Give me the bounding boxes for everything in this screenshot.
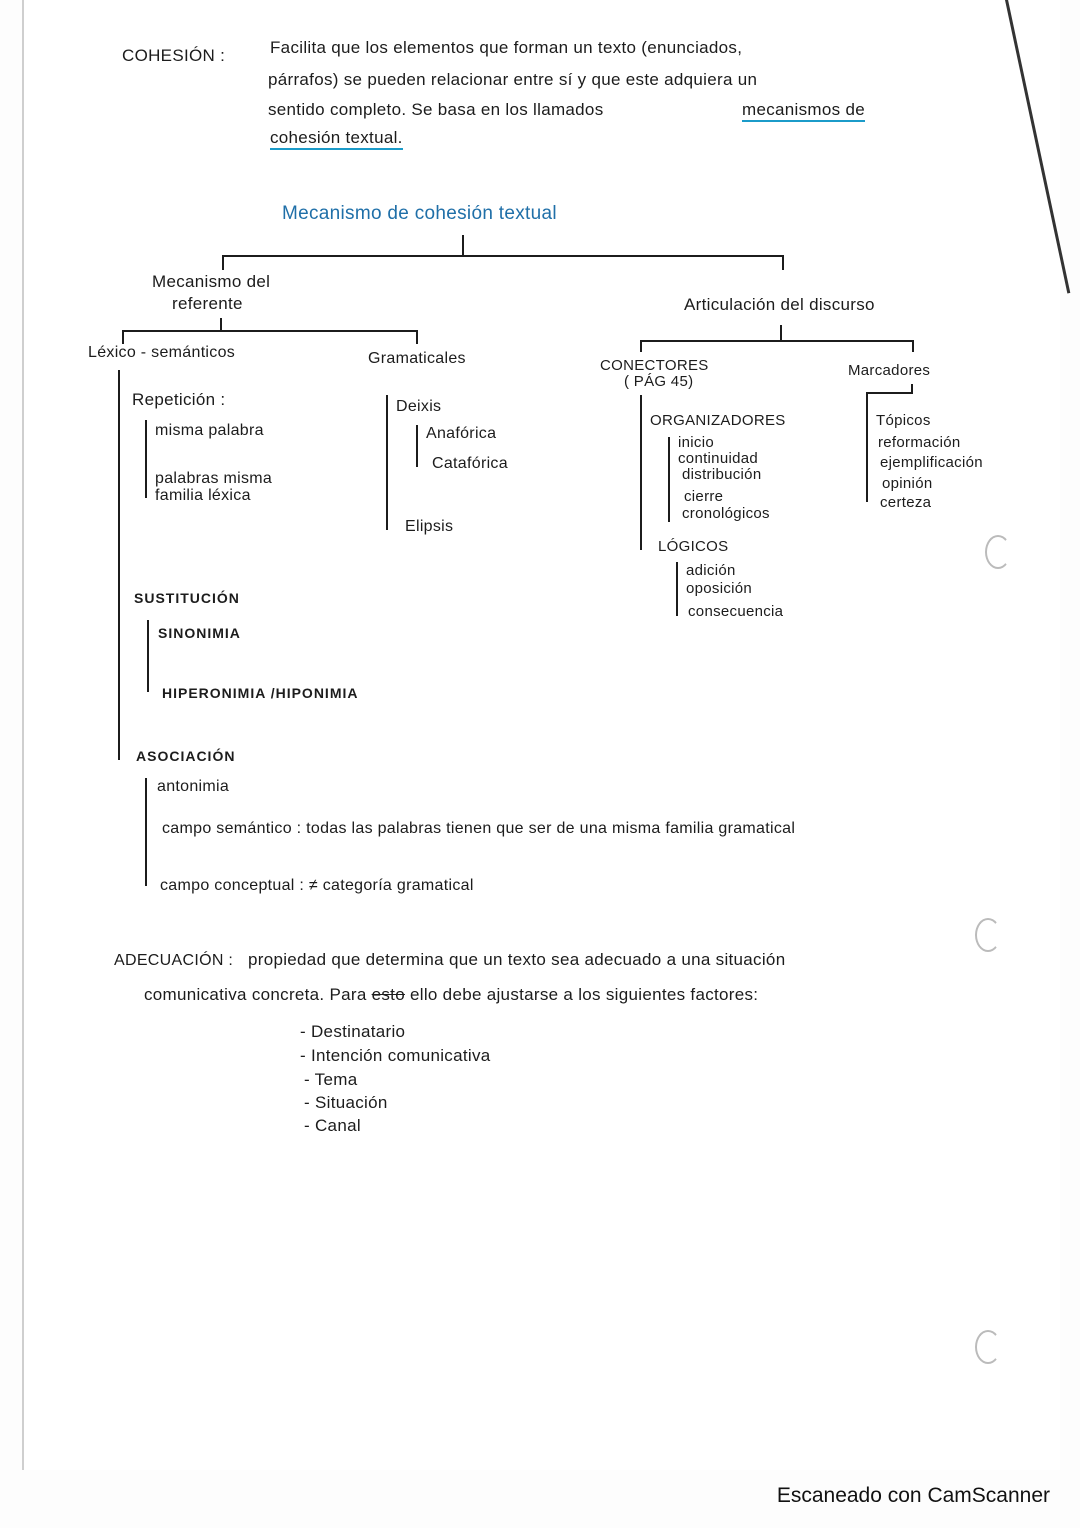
organizadores-item: cronológicos (682, 505, 770, 522)
marcadores-item: certeza (880, 494, 932, 511)
tree-line (147, 620, 149, 692)
deixis-item: Catafórica (432, 455, 508, 472)
tree-line (640, 395, 642, 550)
logicos-item: consecuencia (688, 603, 784, 620)
diagram-title: Mecanismo de cohesión textual (282, 203, 557, 224)
tree-line (640, 340, 914, 342)
marcadores-item: opinión (882, 475, 933, 492)
factor-item: - Tema (304, 1070, 358, 1089)
tree-line (912, 340, 914, 352)
tree-line (416, 330, 418, 344)
tree-line (145, 778, 147, 886)
asociacion-label: ASOCIACIÓN (136, 748, 236, 764)
scanner-watermark: Escaneado con CamScanner (776, 1484, 1050, 1507)
cohesion-term: COHESIÓN : (122, 46, 226, 65)
factor-item: - Canal (304, 1116, 361, 1135)
tree-line (386, 395, 388, 530)
organizadores-item: distribución (682, 466, 762, 483)
tree-line (222, 255, 784, 257)
cohesion-highlight: cohesión textual. (270, 128, 403, 150)
referente-label: referente (172, 294, 243, 313)
factor-item: - Intención comunicativa (300, 1046, 491, 1065)
tree-line (866, 392, 868, 502)
asociacion-item: antonimia (157, 778, 230, 795)
sustitucion-item: HIPERONIMIA /HIPONIMIA (162, 685, 359, 701)
logicos-item: adición (686, 562, 736, 579)
repeticion-item: misma palabra (155, 422, 264, 439)
cohesion-line: párrafos) se pueden relacionar entre sí y que este adquiera un (268, 70, 758, 89)
elipsis-label: Elipsis (405, 518, 454, 535)
cohesion-highlight: mecanismos de (742, 100, 865, 122)
factor-item: - Destinatario (300, 1022, 406, 1041)
organizadores-item: cierre (684, 488, 724, 505)
organizadores-item: inicio (678, 434, 714, 451)
tree-line (782, 255, 784, 270)
sustitucion-label: SUSTITUCIÓN (134, 590, 240, 606)
repeticion-item: palabras misma (155, 470, 273, 487)
lexico-label: Léxico - semánticos (88, 344, 236, 361)
tree-line (462, 235, 464, 255)
discurso-label: Articulación del discurso (684, 295, 875, 314)
adecuacion-text: ello debe ajustarse a los siguientes factores: (410, 985, 759, 1004)
organizadores-label: ORGANIZADORES (650, 412, 786, 429)
binder-hole-mark (975, 918, 1001, 952)
referente-label: Mecanismo del (152, 272, 271, 291)
tree-line (122, 330, 124, 344)
sustitucion-item: SINONIMIA (158, 625, 241, 641)
adecuacion-term: ADECUACIÓN : (114, 952, 234, 969)
cohesion-line: Facilita que los elementos que forman un texto (enunciados, (270, 38, 743, 57)
repeticion-label: Repetición : (132, 390, 226, 409)
tree-line (911, 384, 913, 394)
adecuacion-line (144, 985, 758, 1005)
tree-line (676, 562, 678, 616)
tree-line (640, 340, 642, 352)
adecuacion-text: comunicativa concreta. Para (144, 985, 367, 1004)
deixis-item: Anafórica (426, 425, 497, 442)
marcadores-item: reformación (878, 434, 961, 451)
factor-item: - Situación (304, 1093, 388, 1112)
tree-line (122, 330, 418, 332)
tree-line (220, 318, 222, 330)
repeticion-item: familia léxica (155, 487, 251, 504)
cohesion-line: sentido completo. Se basa en los llamados (268, 100, 604, 119)
conectores-label: CONECTORES (600, 357, 709, 374)
asociacion-item: campo semántico : todas las palabras tienen que ser de una misma familia gramatical (162, 820, 796, 837)
binder-hole-mark (985, 535, 1011, 569)
marcadores-item: ejemplificación (880, 454, 983, 471)
tree-line (118, 370, 120, 760)
binder-hole-mark (975, 1330, 1001, 1364)
organizadores-item: continuidad (678, 450, 759, 467)
gramaticales-label: Gramaticales (368, 350, 466, 367)
marcadores-item: Tópicos (876, 412, 931, 429)
logicos-label: LÓGICOS (658, 538, 729, 555)
marcadores-label: Marcadores (848, 362, 931, 379)
tree-line (866, 392, 912, 394)
adecuacion-line: propiedad que determina que un texto sea adecuado a una situación (248, 950, 786, 969)
struck-word: esto (371, 985, 405, 1004)
conectores-label: ( PÁG 45) (624, 373, 694, 390)
deixis-label: Deixis (396, 398, 442, 415)
tree-line (145, 420, 147, 498)
tree-line (780, 325, 782, 340)
asociacion-item: campo conceptual : ≠ categoría gramatical (160, 877, 474, 894)
tree-line (668, 437, 670, 522)
tree-line (416, 425, 418, 467)
tree-line (222, 255, 224, 270)
logicos-item: oposición (686, 580, 753, 597)
